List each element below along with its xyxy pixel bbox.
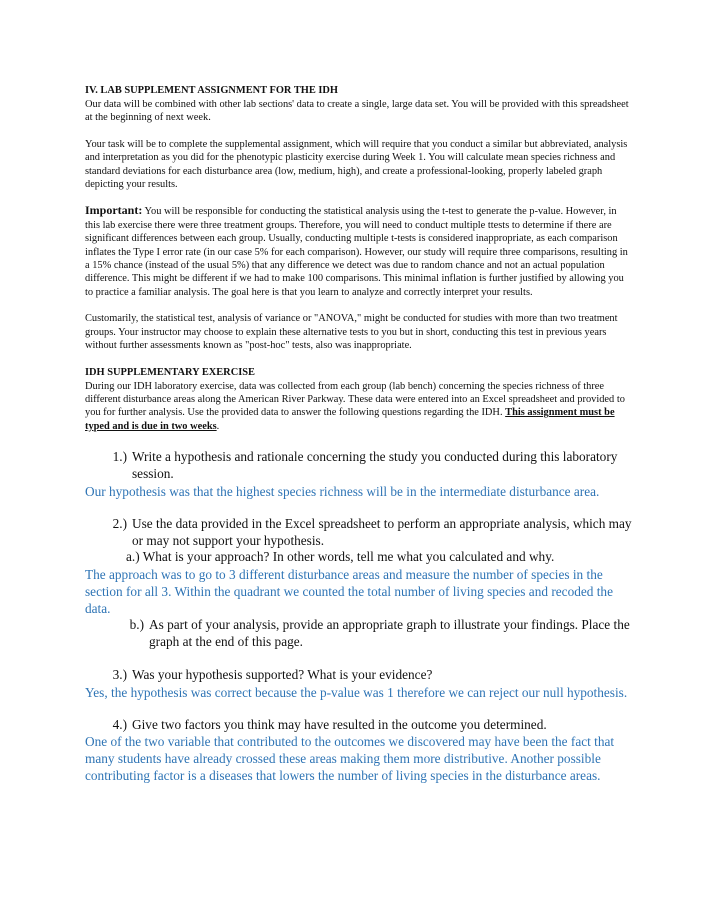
answer-2a: The approach was to go to 3 different disturbance areas and measure the number of species in the section for all 3. Within the quadrant we counted the total number of living species and recoded the data.	[85, 567, 613, 617]
exercise-intro-text: During our IDH laboratory exercise, data was collected from each group (lab bench) concerning the species richness of three different disturbance areas along the American River Parkway. These data were entered into an Excel spreadsheet and provided to you for further analysis. Use the provided data to answer the following questions regarding the IDH.	[85, 380, 625, 419]
answer-4: One of the two variable that contributed to the outcomes we discovered may have been the fact that many students have already crossed these areas making them more distributive. Another possible contributing factor is a diseases that lowers the number of living species in the disturbance areas.	[85, 734, 615, 784]
exercise-intro	[85, 380, 633, 434]
section-heading: IV. LAB SUPPLEMENT ASSIGNMENT FOR THE IDH	[85, 85, 338, 96]
paragraph-data-combined: Our data will be combined with other lab sections' data to create a single, large data set. You will be provided with this spreadsheet at the beginning of next week.	[85, 99, 629, 124]
answer-3: Yes, the hypothesis was correct because the p-value was 1 therefore we can reject our null hypothesis.	[85, 684, 628, 700]
question-2-text: Use the data provided in the Excel spreadsheet to perform an appropriate analysis, which may or may not support your hypothesis.	[132, 515, 632, 548]
document-page	[85, 84, 633, 784]
question-4-number: 4.)	[112, 716, 127, 732]
question-3	[106, 667, 633, 684]
important-text: You will be responsible for conducting the statistical analysis using the t-test to generate the p-value. However, in this lab exercise there were three treatment groups. Therefore, you will need to conduct multiple ttests to determine if there are significant differences between each group. Usually, conducting multiple t-tests is considered inappropriate, as each comparison inflates the Type I error rate (in our case 5% for each comparison). However, our study will require three comparisons, resulting in a 15% chance (instead of the usual 5%) that any difference we detect was due to random chance and not an actual population difference. This might be different if we had to make 100 comparisons. This minimal inflation is further justified by allowing you to practice a familiar analysis. The goal here is that you learn to analyze and correctly interpret your results.	[85, 206, 628, 298]
question-3-text: Was your hypothesis supported? What is your evidence?	[132, 666, 433, 682]
due-end: .	[216, 420, 220, 432]
exercise-heading: IDH SUPPLEMENTARY EXERCISE	[85, 366, 255, 378]
due-note: This assignment must be typed and is due in two weeks	[85, 407, 615, 432]
question-3-number: 3.)	[112, 666, 127, 682]
question-1	[106, 449, 633, 483]
question-2a: a.) What is your approach? In other words, tell me what you calculated and why.	[126, 549, 555, 565]
question-4	[106, 717, 633, 734]
question-2-number: 2.)	[112, 515, 127, 531]
question-2	[106, 516, 633, 550]
question-2b-text: As part of your analysis, provide an appropriate graph to illustrate your findings. Place the graph at the end of this page.	[149, 617, 630, 649]
question-1-number: 1.)	[112, 449, 127, 465]
paragraph-task: Your task will be to complete the supplemental assignment, which will require that you conduct a similar but abbreviated, analysis and interpretation as you did for the phenotypic plasticity exercise during Week 1. You will calculate mean species richness and standard deviations for each disturbance area (low, medium, high), and create a professional-looking, properly labeled graph depicting your results.	[85, 138, 628, 191]
question-4-text: Give two factors you think may have resulted in the outcome you determined.	[132, 716, 547, 732]
question-2b	[126, 617, 633, 651]
question-1-text: Write a hypothesis and rationale concerning the study you conducted during this laboratory session.	[132, 449, 618, 481]
important-label: Important:	[85, 203, 143, 218]
answer-1: Our hypothesis was that the highest species richness will be in the intermediate disturbance area.	[85, 483, 600, 499]
paragraph-important	[85, 204, 633, 299]
paragraph-anova: Customarily, the statistical test, analysis of variance or "ANOVA," might be conducted for studies with more than two treatment groups. Your instructor may choose to explain these alternative tests to you but in short, conducting this test in previous years without further assessments known as "post-hoc" tests, also was inappropriate.	[85, 313, 618, 352]
question-2b-number: b.)	[129, 617, 144, 633]
